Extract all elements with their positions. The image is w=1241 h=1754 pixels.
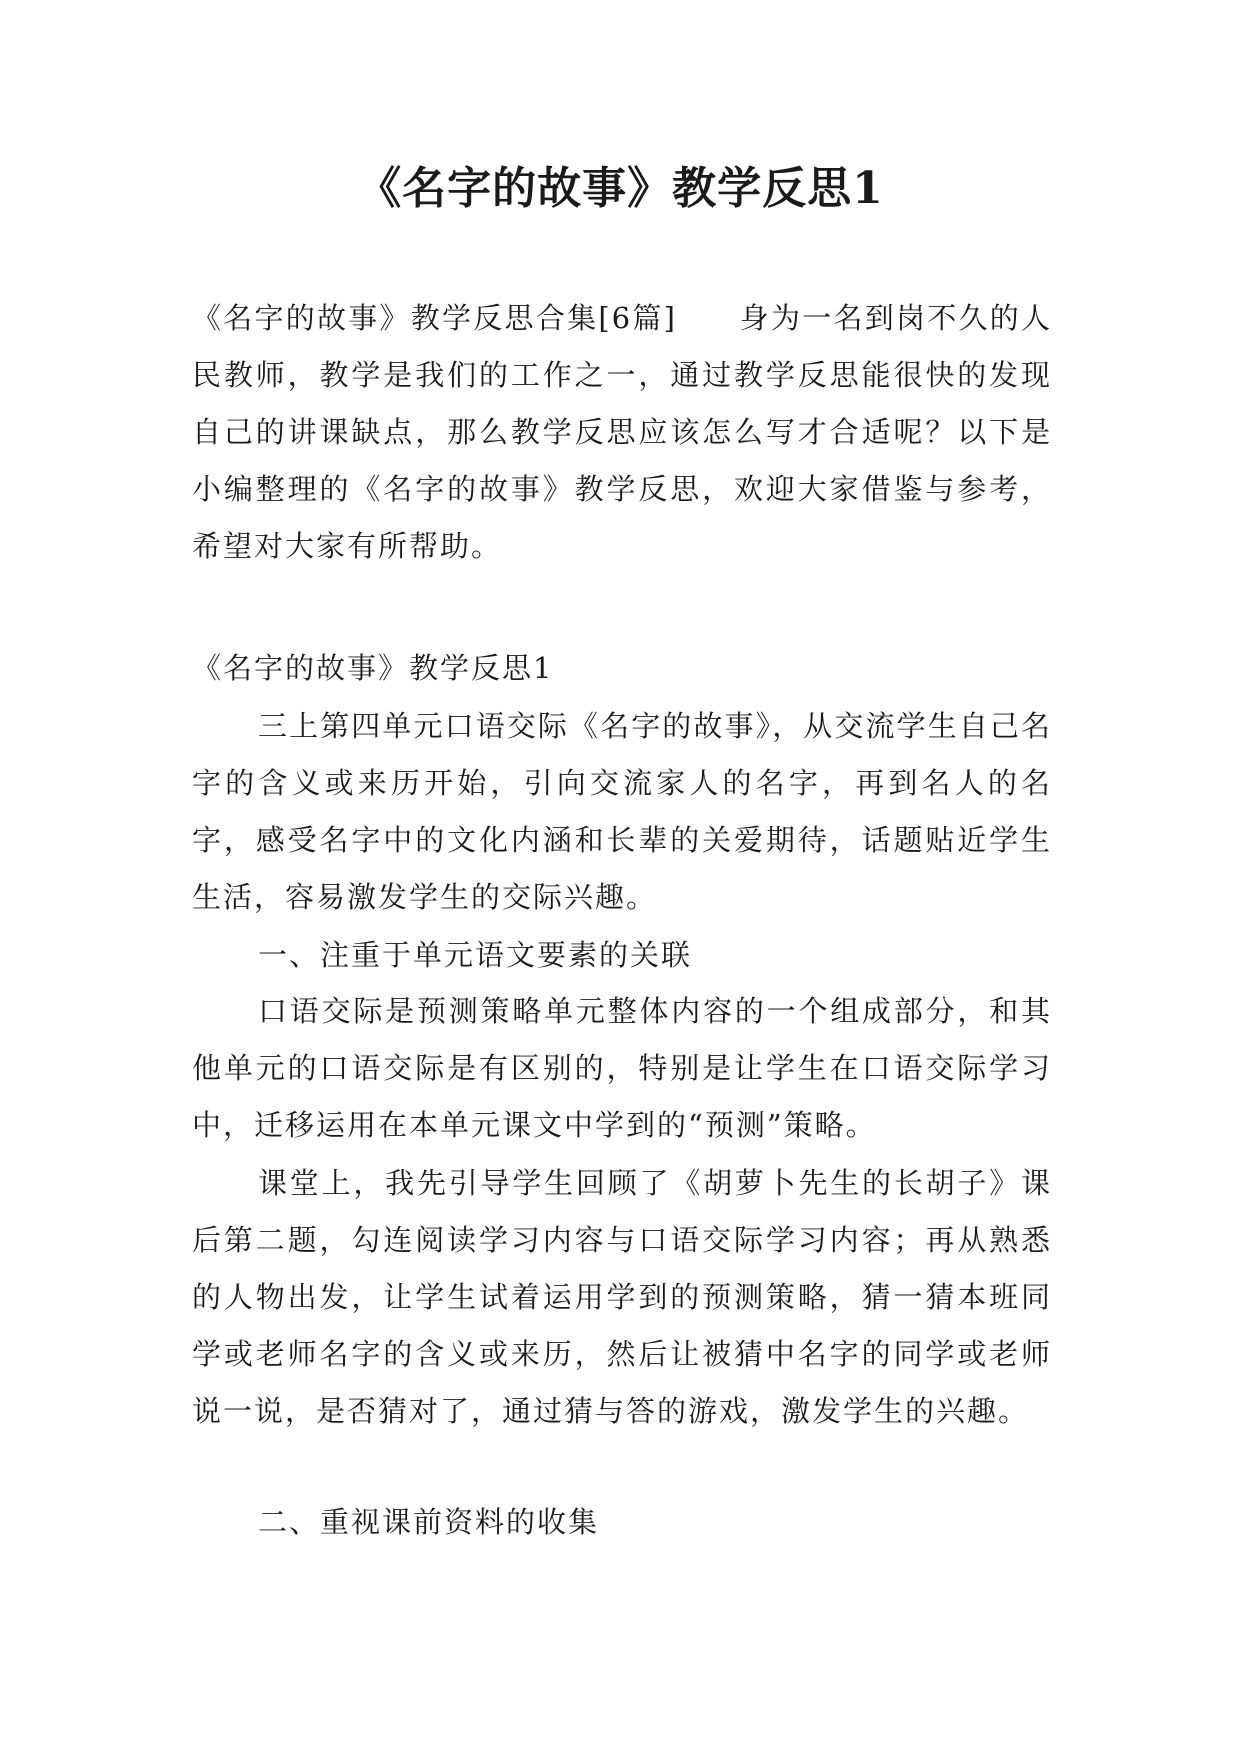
subheading-2: 二、重视课前资料的收集 xyxy=(258,1505,600,1539)
document-title: 《名字的故事》教学反思1 xyxy=(357,163,884,214)
body-paragraph-3: 课堂上，我先引导学生回顾了《胡萝卜先生的长胡子》课后第二题，勾连阅读学习内容与口语交际学习内容；再从熟悉的人物出发，让学生试着运用学到的预测策略，猜一猜本班同学或老师名字的含义或来历，然后让被猜中名字的同学或老师说一说，是否猜对了，通过猜与答的游戏，激发学生的兴趣。 xyxy=(192,1166,1052,1428)
subheading-1: 一、注重于单元语文要素的关联 xyxy=(258,938,693,972)
section-title: 《名字的故事》教学反思1 xyxy=(192,651,554,685)
intro-paragraph: 《名字的故事》教学反思合集[6篇] 身为一名到岗不久的人民教师，教学是我们的工作之一，通过教学反思能很快的发现自己的讲课缺点，那么教学反思应该怎么写才合适呢？以下是小编整理的《名字的故事》教学反思，欢迎大家借鉴与参考，希望对大家有所帮助。 xyxy=(192,301,1052,563)
body-paragraph-1: 三上第四单元口语交际《名字的故事》，从交流学生自己名字的含义或来历开始，引向交流家人的名字，再到名人的名字，感受名字中的文化内涵和长辈的关爱期待，话题贴近学生生活，容易激发学生的交际兴趣。 xyxy=(192,709,1052,914)
body-paragraph-2: 口语交际是预测策略单元整体内容的一个组成部分，和其他单元的口语交际是有区别的，特别是让学生在口语交际学习中，迁移运用在本单元课文中学到的“预测”策略。 xyxy=(192,994,1052,1142)
